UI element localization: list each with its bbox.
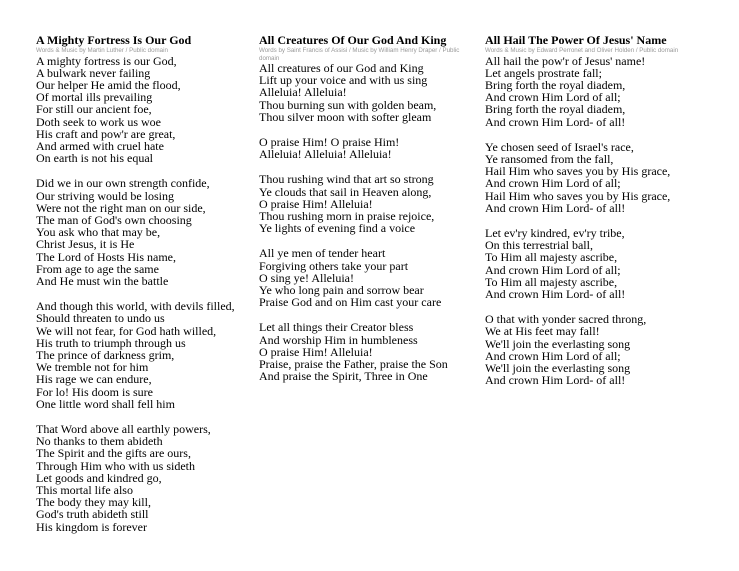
lyric-line: His craft and pow'r are great, <box>36 126 176 141</box>
lyric-line: Were not the right man on our side, <box>36 200 206 215</box>
lyric-line: And though this world, with devils filled, <box>36 299 235 314</box>
hymn-credit: Words & Music by Martin Luther / Public domain <box>36 47 168 54</box>
lyric-line: We'll join the everlasting song <box>485 360 631 375</box>
lyric-line: His kingdom is forever <box>36 519 147 534</box>
lyric-line: Forgiving others take your part <box>259 258 409 273</box>
lyric-line: You ask who that may be, <box>36 225 161 240</box>
lyric-line: Hail Him who saves you by His grace, <box>485 164 671 179</box>
lyric-line: And crown Him Lord- of all! <box>485 114 626 129</box>
lyric-line: Through Him who with us sideth <box>36 458 195 473</box>
lyric-line: To Him all majesty ascribe, <box>485 250 618 265</box>
lyric-line: Praise God and on Him cast your care <box>259 295 442 310</box>
lyric-line: The man of God's own choosing <box>36 212 192 227</box>
lyric-line: On this terrestrial ball, <box>485 238 593 253</box>
lyric-line: The prince of darkness grim, <box>36 347 175 362</box>
hymn-column <box>485 34 725 399</box>
lyric-line: Ye lights of evening find a voice <box>259 221 416 236</box>
stanza <box>36 300 246 410</box>
hymn-title: All Creatures Of Our God And King <box>259 33 447 47</box>
lyric-line: Ye who long pain and sorrow bear <box>259 283 424 298</box>
lyric-line: And armed with cruel hate <box>36 138 164 153</box>
lyric-line: O praise Him! Alleluia! <box>259 344 373 359</box>
stanza <box>259 321 474 382</box>
lyric-line: For still our ancient foe, <box>36 102 152 117</box>
lyric-line: Bring forth the royal diadem, <box>485 77 626 92</box>
lyric-line: Bring forth the royal diadem, <box>485 102 626 117</box>
stanza <box>259 62 474 123</box>
lyric-line: Of mortal ills prevailing <box>36 90 153 105</box>
lyric-line: Should threaten to undo us <box>36 311 165 326</box>
stanza <box>36 55 246 165</box>
stanza <box>36 177 246 287</box>
stanza <box>485 141 725 214</box>
lyric-line: Thou silver moon with softer gleam <box>259 109 432 124</box>
lyric-line: Doth seek to work us woe <box>36 114 161 129</box>
lyric-line: All hail the pow'r of Jesus' name! <box>485 53 646 68</box>
lyric-line: And crown Him Lord of all; <box>485 348 621 363</box>
lyric-line: Thou rushing morn in praise rejoice, <box>259 209 435 224</box>
lyric-line: And worship Him in humbleness <box>259 332 418 347</box>
lyric-line: Lift up your voice and with us sing <box>259 73 428 88</box>
lyric-line: The Spirit and the gifts are ours, <box>36 446 191 461</box>
lyric-line: Let goods and kindred go, <box>36 470 162 485</box>
stanza <box>259 247 474 308</box>
stanza <box>485 227 725 300</box>
lyric-line: All ye men of tender heart <box>259 246 386 261</box>
lyric-line: God's truth abideth still <box>36 507 149 522</box>
lyric-line: We'll join the everlasting song <box>485 336 631 351</box>
lyric-line: Alleluia! Alleluia! <box>259 85 347 100</box>
lyric-line: And crown Him Lord- of all! <box>485 373 626 388</box>
lyric-line: And crown Him Lord- of all! <box>485 200 626 215</box>
stanza <box>259 173 474 234</box>
lyric-line: Alleluia! Alleluia! Alleluia! <box>259 147 392 162</box>
lyric-line: That Word above all earthly powers, <box>36 421 211 436</box>
lyric-line: This mortal life also <box>36 483 133 497</box>
hymn-lyrics <box>485 55 725 387</box>
lyric-line: One little word shall fell him <box>36 396 175 411</box>
lyric-line: A mighty fortress is our God, <box>36 53 177 68</box>
lyric-line: Our striving would be losing <box>36 188 174 203</box>
lyric-line: And crown Him Lord of all; <box>485 176 621 191</box>
lyric-line: His rage we can endure, <box>36 372 152 387</box>
lyric-line: Did we in our own strength confide, <box>36 176 210 191</box>
lyric-line: A bulwark never failing <box>36 65 151 80</box>
lyric-line: On earth is not his equal <box>36 151 153 166</box>
stanza <box>259 136 474 160</box>
hymn-column <box>259 34 474 395</box>
hymn-title: All Hail The Power Of Jesus' Name <box>485 33 667 47</box>
lyric-line: We will not fear, for God hath willed, <box>36 323 217 338</box>
lyric-line: Ye clouds that sail in Heaven along, <box>259 184 432 199</box>
lyric-line: Thou rushing wind that art so strong <box>259 172 434 187</box>
lyric-line: His truth to triumph through us <box>36 335 186 350</box>
lyric-line: To Him all majesty ascribe, <box>485 274 618 289</box>
hymn-credit: Words by Saint Francis of Assisi / Music by William Henry Draper / Public domain <box>259 47 460 62</box>
lyric-line: Christ Jesus, it is He <box>36 237 135 252</box>
lyric-line: We at His feet may fall! <box>485 324 600 339</box>
lyric-line: We tremble not for him <box>36 360 149 375</box>
lyric-line: Let ev'ry kindred, ev'ry tribe, <box>485 225 625 240</box>
lyric-line: Our helper He amid the flood, <box>36 77 181 92</box>
hymn-credit: Words & Music by Edward Perronet and Oliver Holden / Public domain <box>485 47 679 54</box>
lyric-line: And crown Him Lord of all; <box>485 262 621 277</box>
lyric-line: And praise the Spirit, Three in One <box>259 369 428 384</box>
lyric-line: O praise Him! O praise Him! <box>259 135 400 150</box>
hymn-lyrics <box>36 55 246 533</box>
stanza <box>485 313 725 386</box>
lyric-line: For lo! His doom is sure <box>36 384 153 399</box>
lyric-line: Let angels prostrate fall; <box>485 65 602 80</box>
hymn-column <box>36 34 246 546</box>
lyric-line: No thanks to them abideth <box>36 434 163 449</box>
lyric-line: Praise, praise the Father, praise the Son <box>259 357 448 372</box>
lyric-line: All creatures of our God and King <box>259 61 424 75</box>
lyric-line: Ye chosen seed of Israel's race, <box>485 139 634 154</box>
lyric-line: And crown Him Lord- of all! <box>485 286 626 301</box>
lyric-line: O praise Him! Alleluia! <box>259 196 373 211</box>
lyric-line: Hail Him who saves you by His grace, <box>485 188 671 203</box>
hymn-title: A Mighty Fortress Is Our God <box>36 33 192 47</box>
lyric-line: From age to age the same <box>36 261 159 276</box>
lyric-line: Ye ransomed from the fall, <box>485 151 614 166</box>
lyric-line: Thou burning sun with golden beam, <box>259 97 437 112</box>
lyric-line: O that with yonder sacred throng, <box>485 312 647 327</box>
hymn-lyrics <box>259 62 474 382</box>
lyric-line: O sing ye! Alleluia! <box>259 270 354 285</box>
lyric-line: The Lord of Hosts His name, <box>36 249 176 264</box>
lyric-line: Let all things their Creator bless <box>259 320 414 335</box>
stanza <box>36 423 246 533</box>
lyric-line: And He must win the battle <box>36 273 169 288</box>
lyric-line: And crown Him Lord of all; <box>485 90 621 105</box>
lyric-line: The body they may kill, <box>36 495 151 510</box>
stanza <box>485 55 725 128</box>
